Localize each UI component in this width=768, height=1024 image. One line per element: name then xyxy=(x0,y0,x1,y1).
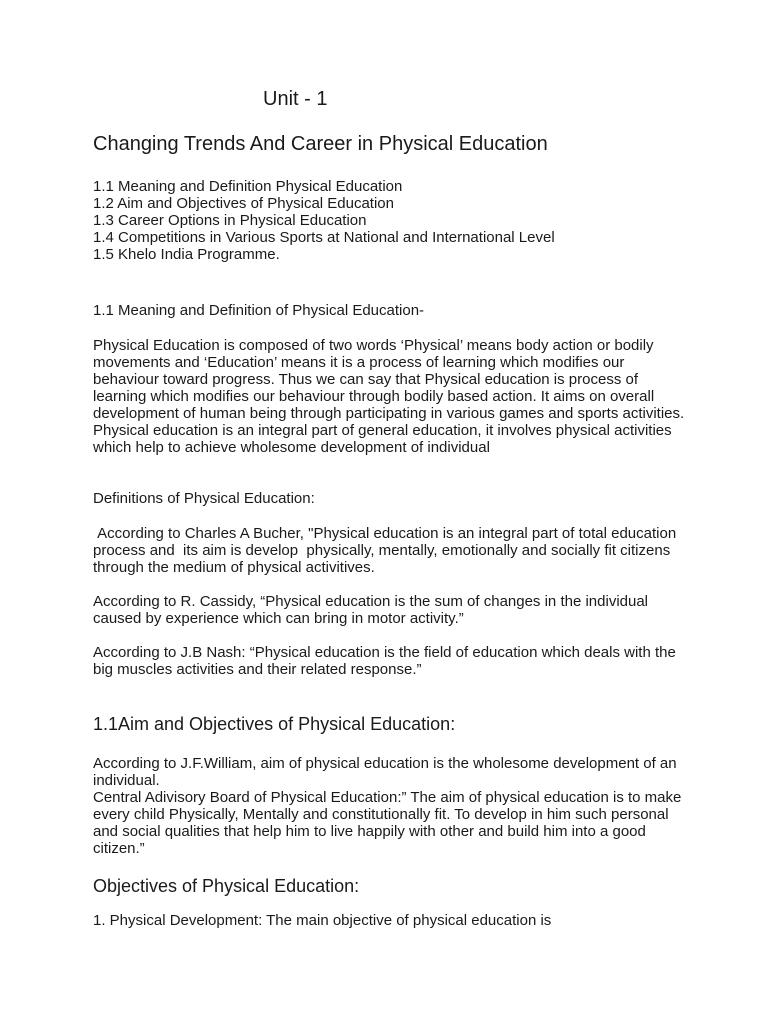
toc-item: 1.3 Career Options in Physical Education xyxy=(93,212,367,229)
toc-item: 1.4 Competitions in Various Sports at National and International Level xyxy=(93,229,555,246)
paragraph: According to R. Cassidy, “Physical education is the sum of changes in the individual caused by experience which can bring in motor activity.” xyxy=(93,593,653,627)
aim-heading: 1.1Aim and Objectives of Physical Education: xyxy=(93,714,456,734)
paragraph: According to Charles A Bucher, "Physical education is an integral part of total education process and its aim is develop physically, mentally, emotionally and socially fit citizens through the medium of physical activitives. xyxy=(93,525,681,576)
section-heading-meaning: 1.1 Meaning and Definition of Physical Education- xyxy=(93,302,425,319)
definition-bucher xyxy=(93,525,693,576)
toc-item: 1.2 Aim and Objectives of Physical Education xyxy=(93,195,394,212)
section-meaning-body xyxy=(93,337,693,456)
objectives-heading: Objectives of Physical Education: xyxy=(93,876,360,896)
page-title: Changing Trends And Career in Physical Education xyxy=(93,133,548,155)
paragraph: Physical education is an integral part of general education, it involves physical activities which help to achieve wholesome development of individual xyxy=(93,422,676,456)
unit-title: Unit - 1 xyxy=(263,88,328,110)
definition-nash xyxy=(93,644,693,678)
table-of-contents xyxy=(93,178,693,263)
definitions-heading: Definitions of Physical Education: xyxy=(93,490,315,507)
paragraph: Central Adivisory Board of Physical Education:” The aim of physical education is to make every child Physically, Mentally and constitutionally fit. To develop in him such personal and social qualities that help him to live happily with other and build him into a good citizen.” xyxy=(93,789,686,857)
aim-body xyxy=(93,755,693,857)
paragraph: Physical Education is composed of two words ‘Physical’ means body action or bodily movements and ‘Education’ means it is a process of learning which modifies our behaviour toward progress. Thus we can say that Physical education is process of learning which modifies our behaviour through bodily based action. It aims on overall development of human being through participating in various games and sports activities. xyxy=(93,337,685,422)
paragraph: According to J.F.William, aim of physical education is the wholesome development of an individual. xyxy=(93,755,681,789)
toc-item: 1.5 Khelo India Programme. xyxy=(93,246,280,263)
definition-cassidy xyxy=(93,593,693,627)
paragraph: According to J.B Nash: “Physical education is the field of education which deals with the big muscles activities and their related response.” xyxy=(93,644,680,678)
objective-item: 1. Physical Development: The main objective of physical education is xyxy=(93,912,552,929)
toc-item: 1.1 Meaning and Definition Physical Education xyxy=(93,178,403,195)
